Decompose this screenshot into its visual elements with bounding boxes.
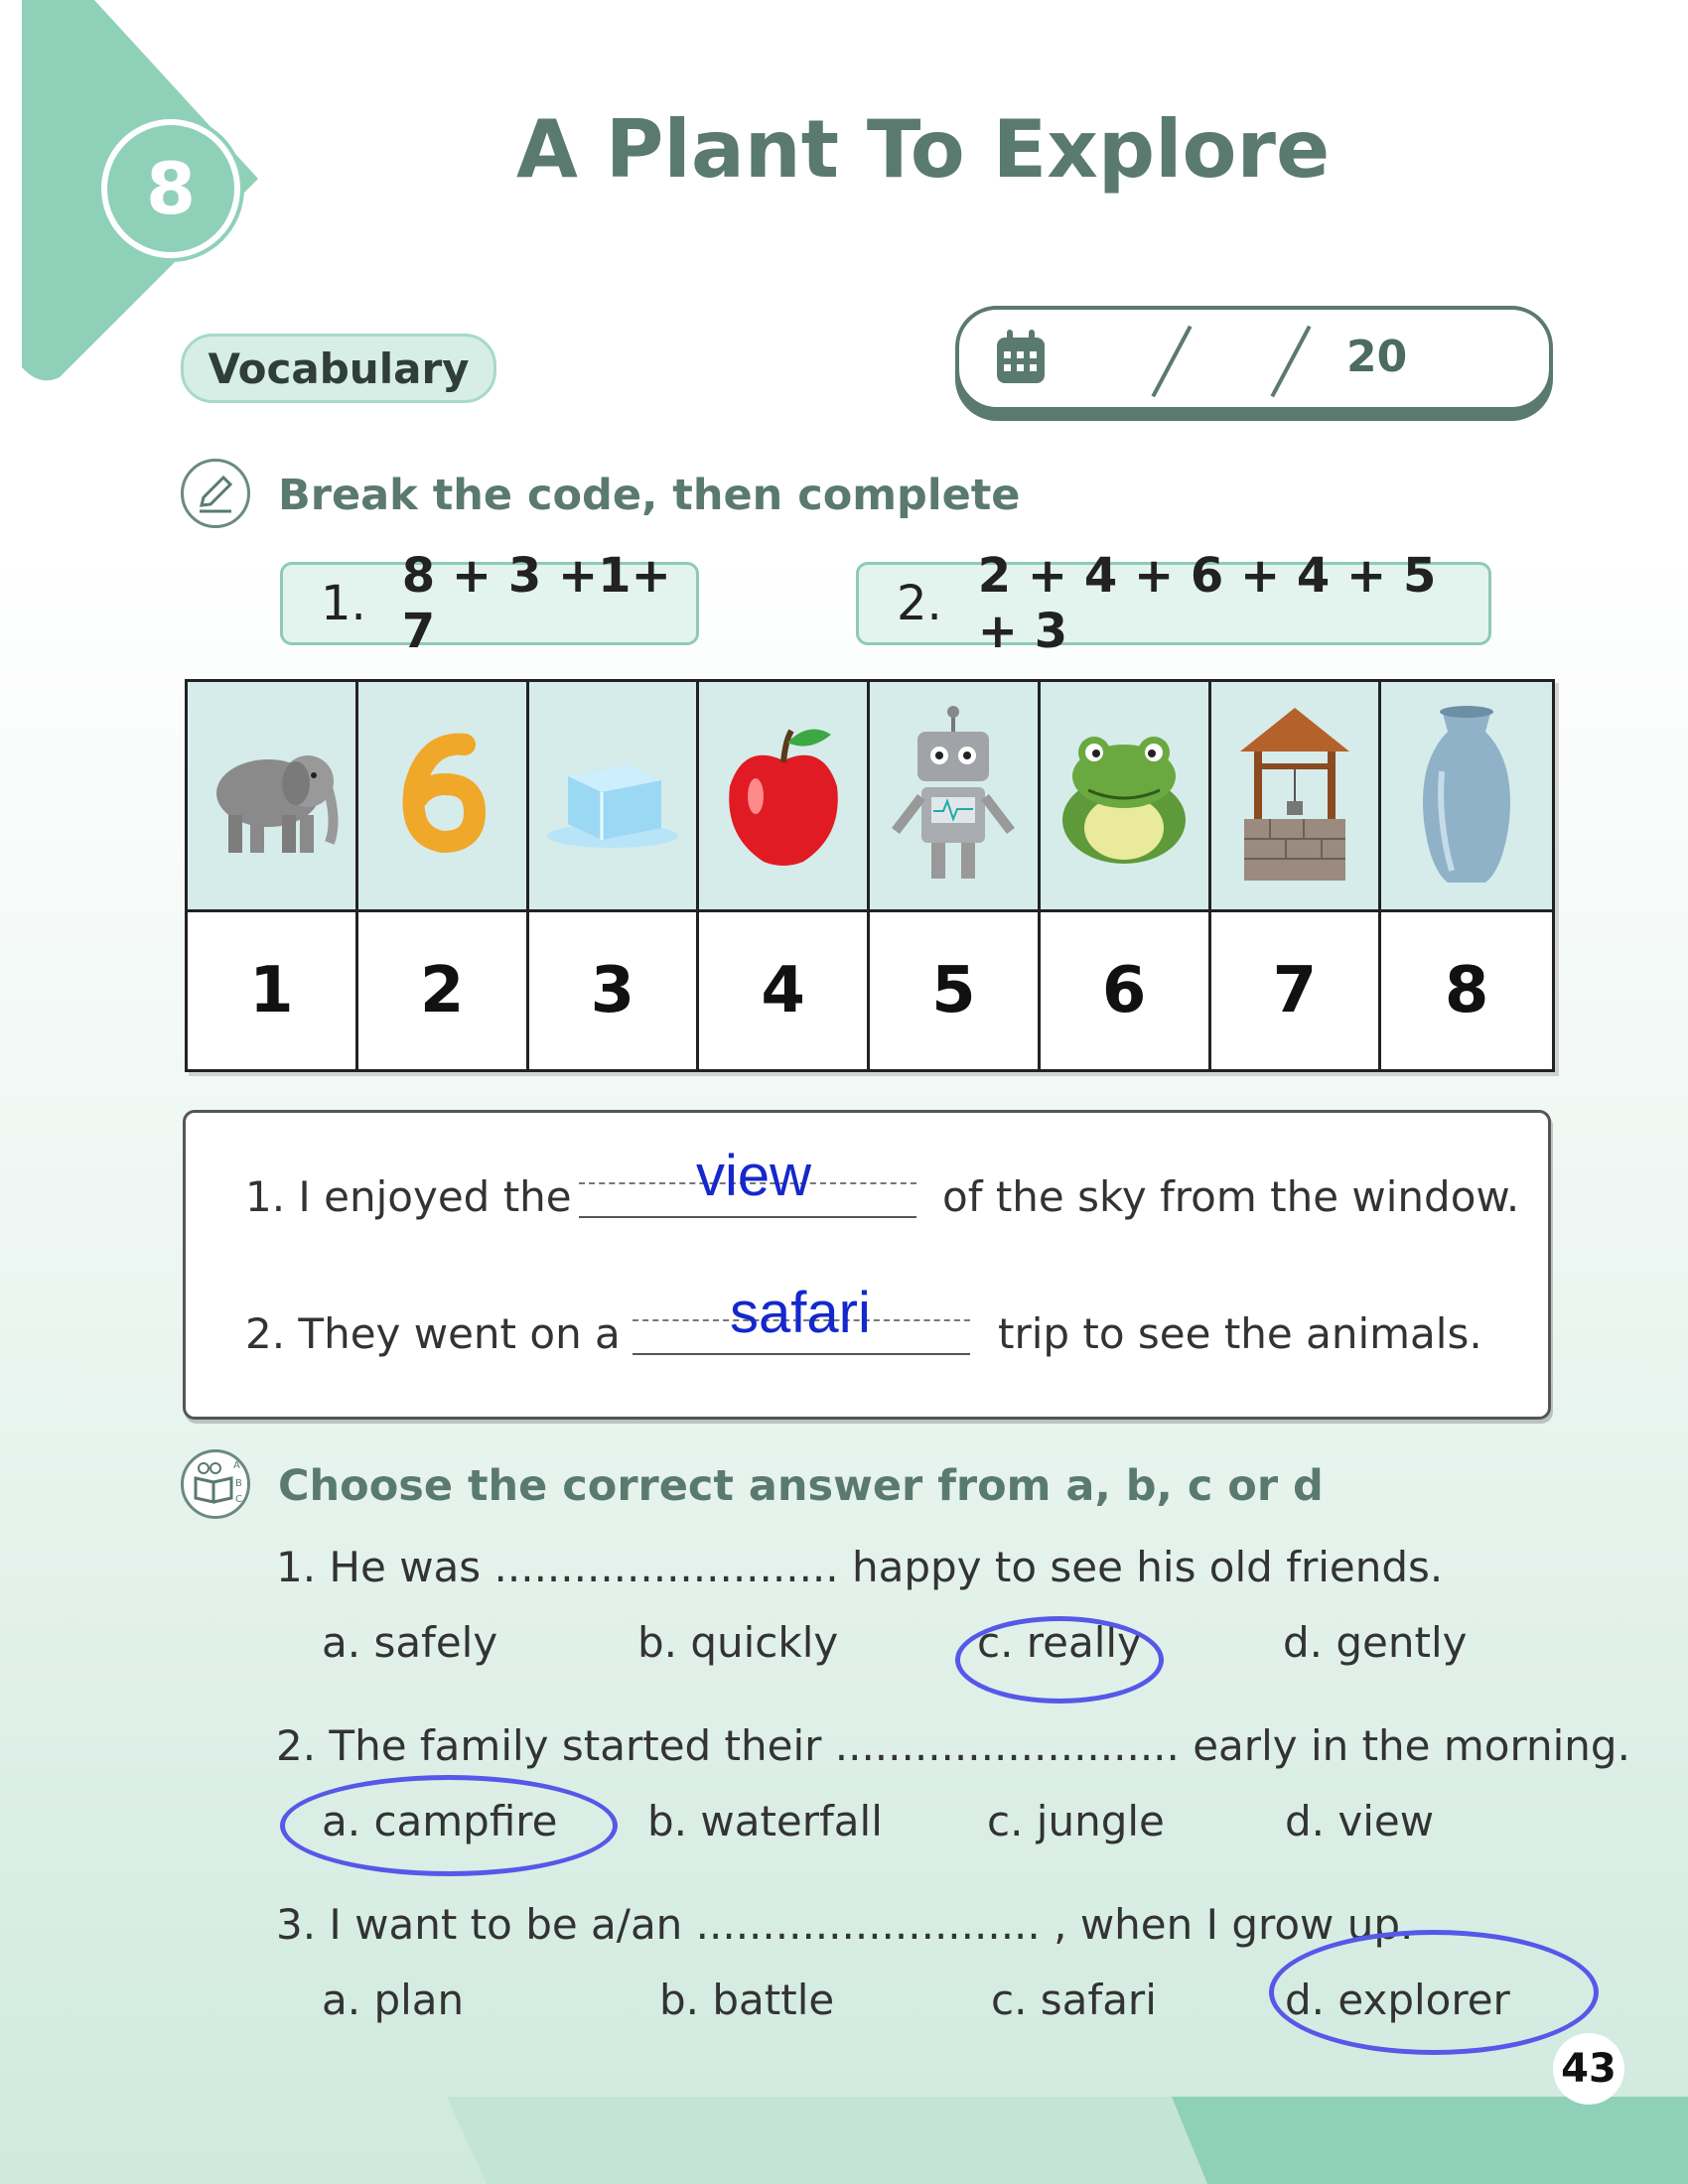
- option-3b[interactable]: b. battle: [659, 1976, 835, 2024]
- code-box-1: [280, 548, 699, 659]
- six-picture: [358, 682, 529, 912]
- option-3c[interactable]: c. safari: [991, 1976, 1157, 2024]
- option-1d[interactable]: d. gently: [1283, 1618, 1468, 1667]
- option-3a[interactable]: a. plan: [322, 1976, 465, 2024]
- frog-picture: [1041, 682, 1211, 912]
- sentence-1-end: of the sky from the window.: [942, 1172, 1520, 1221]
- date-separator: [1151, 326, 1192, 398]
- answer-circle: [280, 1775, 618, 1876]
- key-number: 3: [529, 912, 700, 1069]
- option-2c[interactable]: c. jungle: [987, 1797, 1165, 1845]
- code-number: 1.: [321, 576, 366, 631]
- option-1c[interactable]: c. really: [977, 1618, 1142, 1667]
- key-number: 6: [1041, 912, 1211, 1069]
- key-number: 2: [358, 912, 529, 1069]
- key-number: 7: [1211, 912, 1382, 1069]
- answer-circle: [955, 1616, 1164, 1704]
- code-box-2: [856, 548, 1491, 659]
- book-abc-icon: [181, 1449, 250, 1519]
- code-expression: 8 + 3 +1+ 7: [401, 548, 671, 659]
- footer-band: [0, 2097, 1688, 2184]
- unit-number: 8: [145, 147, 197, 230]
- elephant-picture: [188, 682, 358, 912]
- sentence-2-end: trip to see the animals.: [998, 1309, 1482, 1358]
- instruction-1: Break the code, then complete: [278, 471, 1021, 520]
- question-1: 1. He was .......................... happy to see his old friends.: [276, 1543, 1444, 1591]
- key-number: 5: [870, 912, 1041, 1069]
- key-number: 1: [188, 912, 358, 1069]
- option-1b[interactable]: b. quickly: [637, 1618, 839, 1667]
- svg-text:A: A: [233, 1460, 240, 1471]
- answer-circle: [1269, 1930, 1599, 2055]
- apple-picture: [699, 682, 870, 912]
- question-2: 2. The family started their .......................... early in the morning.: [276, 1721, 1630, 1770]
- key-number: 4: [699, 912, 870, 1069]
- option-2a[interactable]: a. campfire: [322, 1797, 558, 1845]
- sentence-2-start: 2. They went on a: [245, 1309, 621, 1358]
- ice-cube-picture: [529, 682, 700, 912]
- section-label-text: Vocabulary: [208, 343, 470, 393]
- option-3d[interactable]: d. explorer: [1285, 1976, 1510, 2024]
- instruction-2: Choose the correct answer from a, b, c or d: [278, 1461, 1324, 1511]
- page-title: A Plant To Explore: [516, 103, 1331, 196]
- page-number: [1553, 2033, 1624, 2105]
- well-picture: [1211, 682, 1382, 912]
- code-key-table: [185, 679, 1555, 1072]
- page-number-text: 43: [1561, 2046, 1617, 2092]
- date-year: 20: [1346, 332, 1408, 382]
- calendar-icon: [995, 330, 1047, 385]
- section-label: [181, 334, 496, 403]
- code-expression: 2 + 4 + 6 + 4 + 5 + 3: [977, 548, 1437, 659]
- fill-in-sentences: [183, 1110, 1551, 1420]
- vase-picture: [1381, 682, 1552, 912]
- svg-text:C: C: [235, 1494, 242, 1505]
- code-number: 2.: [897, 576, 942, 631]
- sentence-1-start: 1. I enjoyed the: [245, 1172, 572, 1221]
- robot-picture: [870, 682, 1041, 912]
- key-number: 8: [1444, 954, 1489, 1027]
- option-1a[interactable]: a. safely: [322, 1618, 498, 1667]
- question-3: 3. I want to be a/an .......................... , when I grow up.: [276, 1900, 1414, 1949]
- answer-2: safari: [730, 1281, 871, 1345]
- option-2d[interactable]: d. view: [1285, 1797, 1435, 1845]
- date-field[interactable]: [955, 306, 1553, 411]
- option-2b[interactable]: b. waterfall: [647, 1797, 883, 1845]
- pencil-icon: [181, 459, 250, 528]
- svg-text:B: B: [235, 1478, 242, 1489]
- date-separator: [1270, 326, 1311, 398]
- unit-number-badge: [101, 119, 240, 258]
- answer-1: view: [696, 1144, 812, 1208]
